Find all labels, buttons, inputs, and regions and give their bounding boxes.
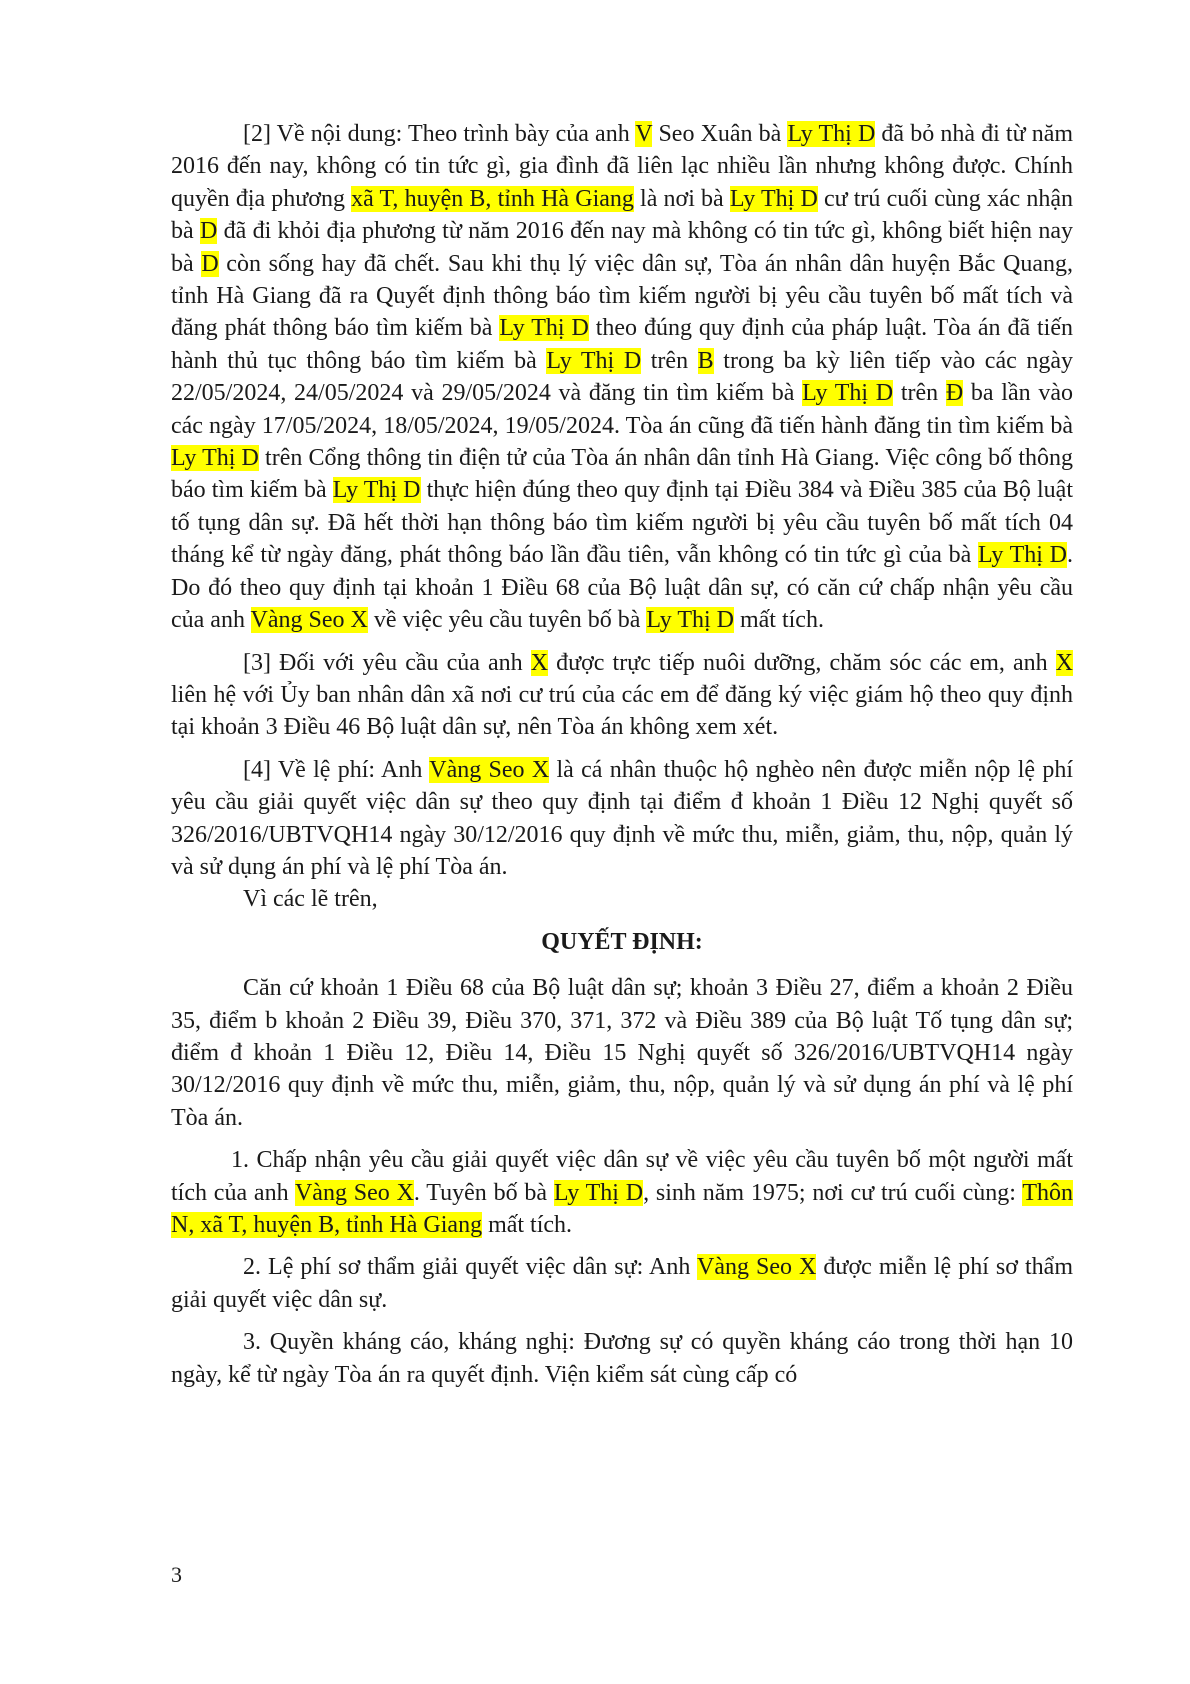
highlight: xã T, huyện B, tỉnh Hà Giang: [351, 185, 634, 212]
paragraph-fees: [4] Về lệ phí: Anh Vàng Seo X là cá nhân thuộc hộ nghèo nên được miễn nộp lệ phí yêu cầu giải quyết việc dân sự theo quy định tại điểm đ khoản 1 Điều 12 Nghị quyết số 326/2016/UBTVQH14 ngày 30/12/2016 quy định về mức thu, miễn, giảm, thu, nộp, quản lý và sử dụng án phí và lệ phí Tòa án.: [171, 756, 1074, 880]
highlight: Ly Thị D: [729, 185, 818, 212]
highlight: V: [635, 121, 653, 147]
highlight: D: [199, 218, 218, 245]
highlight: Vàng Seo X: [294, 1179, 414, 1206]
highlight: Ly Thị D: [787, 121, 876, 147]
highlight: Ly Thị D: [977, 542, 1068, 569]
highlight: Ly Thị D: [499, 315, 589, 342]
document-page: [171, 118, 1073, 1391]
highlight: Ly Thị D: [332, 477, 421, 504]
decision-item-2: 2. Lệ phí sơ thẩm giải quyết việc dân sự: Anh Vàng Seo X được miễn lệ phí sơ thẩm giải quyết việc dân sự.: [171, 1254, 1073, 1313]
paragraph-legal-basis: Căn cứ khoản 1 Điều 68 của Bộ luật dân sự; khoản 3 Điều 27, điểm a khoản 2 Điều 35, điểm b khoản 2 Điều 39, Điều 370, 371, 372 và Điều 389 của Bộ luật Tố tụng dân sự; điểm đ khoản 1 Điều 12, Điều 14, Điều 15 Nghị quyết số 326/2016/UBTVQH14 ngày 30/12/2016 quy định về mức thu, miễn, giảm, thu, nộp, quản lý và sử dụng án phí và lệ phí Tòa án.: [171, 975, 1073, 1131]
paragraph-reasons: Vì các lẽ trên,: [243, 886, 378, 913]
highlight: Ly Thị D: [546, 347, 642, 374]
decision-heading: QUYẾT ĐỊNH:: [541, 928, 703, 955]
highlight: Vàng Seo X: [429, 756, 550, 783]
highlight: X: [1055, 649, 1073, 676]
paragraph-content: [2] Về nội dung: Theo trình bày của anh V Seo Xuân bà Ly Thị D đã bỏ nhà đi từ năm 2016 đến nay, không có tin tức gì, gia đình đã liên lạc nhiều lần nhưng không được. Chính quyền địa phương xã T, huyện B, tỉnh Hà Giang là nơi bà Ly Thị D cư trú cuối cùng xác nhận bà D đã đi khỏi địa phương từ năm 2016 đến nay mà không có tin tức gì, không biết hiện nay bà D còn sống hay đã chết. Sau khi thụ lý việc dân sự, Tòa án nhân dân huyện Bắc Quang, tỉnh Hà Giang đã ra Quyết định thông báo tìm kiếm người bị yêu cầu tuyên bố mất tích và đăng phát thông báo tìm kiếm bà Ly Thị D theo đúng quy định của pháp luật. Tòa án đã tiến hành thủ tục thông báo tìm kiếm bà Ly Thị D trên B trong ba kỳ liên tiếp vào các ngày 22/05/2024, 24/05/2024 và 29/05/2024 và đăng tin tìm kiếm bà Ly Thị D trên Đ ba lần vào các ngày 17/05/2024, 18/05/2024, 19/05/2024. Tòa án cũng đã tiến hành đăng tin tìm kiếm bà Ly Thị D trên Cổng thông tin điện tử của Tòa án nhân dân tỉnh Hà Giang. Việc công bố thông báo tìm kiếm bà Ly Thị D thực hiện đúng theo quy định tại Điều 384 và Điều 385 của Bộ luật tố tụng dân sự. Đã hết thời hạn thông báo tìm kiếm người bị yêu cầu tuyên bố mất tích 04 tháng kể từ ngày đăng, phát thông báo lần đầu tiên, vẫn không có tin tức gì của bà Ly Thị D. Do đó theo quy định tại khoản 1 Điều 68 của Bộ luật dân sự, có căn cứ chấp nhận yêu cầu của anh Vàng Seo X về việc yêu cầu tuyên bố bà Ly Thị D mất tích.: [171, 121, 1074, 634]
paragraph-guardianship: [3] Đối với yêu cầu của anh X được trực tiếp nuôi dưỡng, chăm sóc các em, anh X liên hệ với Ủy ban nhân dân xã nơi cư trú của các em để đăng ký việc giám hộ theo quy định tại khoản 3 Điều 46 Bộ luật dân sự, nên Tòa án không xem xét.: [171, 649, 1073, 741]
highlight: Đ: [945, 380, 964, 407]
highlight: Ly Thị D: [646, 607, 734, 634]
highlight: Ly Thị D: [553, 1179, 644, 1206]
page-number: 3: [171, 1562, 182, 1587]
highlight: Vàng Seo X: [250, 607, 368, 634]
highlight: Ly Thị D: [802, 380, 894, 407]
highlight: Thôn N, xã T, huyện B, tỉnh Hà Giang: [171, 1179, 1074, 1238]
highlight: Vàng Seo X: [696, 1254, 817, 1281]
decision-item-1: 1. Chấp nhận yêu cầu giải quyết việc dân sự về việc yêu cầu tuyên bố một người mất tích của anh Vàng Seo X. Tuyên bố bà Ly Thị D, sinh năm 1975; nơi cư trú cuối cùng: Thôn N, xã T, huyện B, tỉnh Hà Giang mất tích.: [171, 1147, 1074, 1238]
highlight: D: [201, 250, 219, 277]
highlight: X: [530, 649, 549, 676]
highlight: B: [697, 347, 714, 374]
highlight: Ly Thị D: [171, 445, 259, 472]
decision-item-3: 3. Quyền kháng cáo, kháng nghị: Đương sự có quyền kháng cáo trong thời hạn 10 ngày, kể từ ngày Tòa án ra quyết định. Viện kiểm sát cùng cấp có: [171, 1329, 1073, 1388]
